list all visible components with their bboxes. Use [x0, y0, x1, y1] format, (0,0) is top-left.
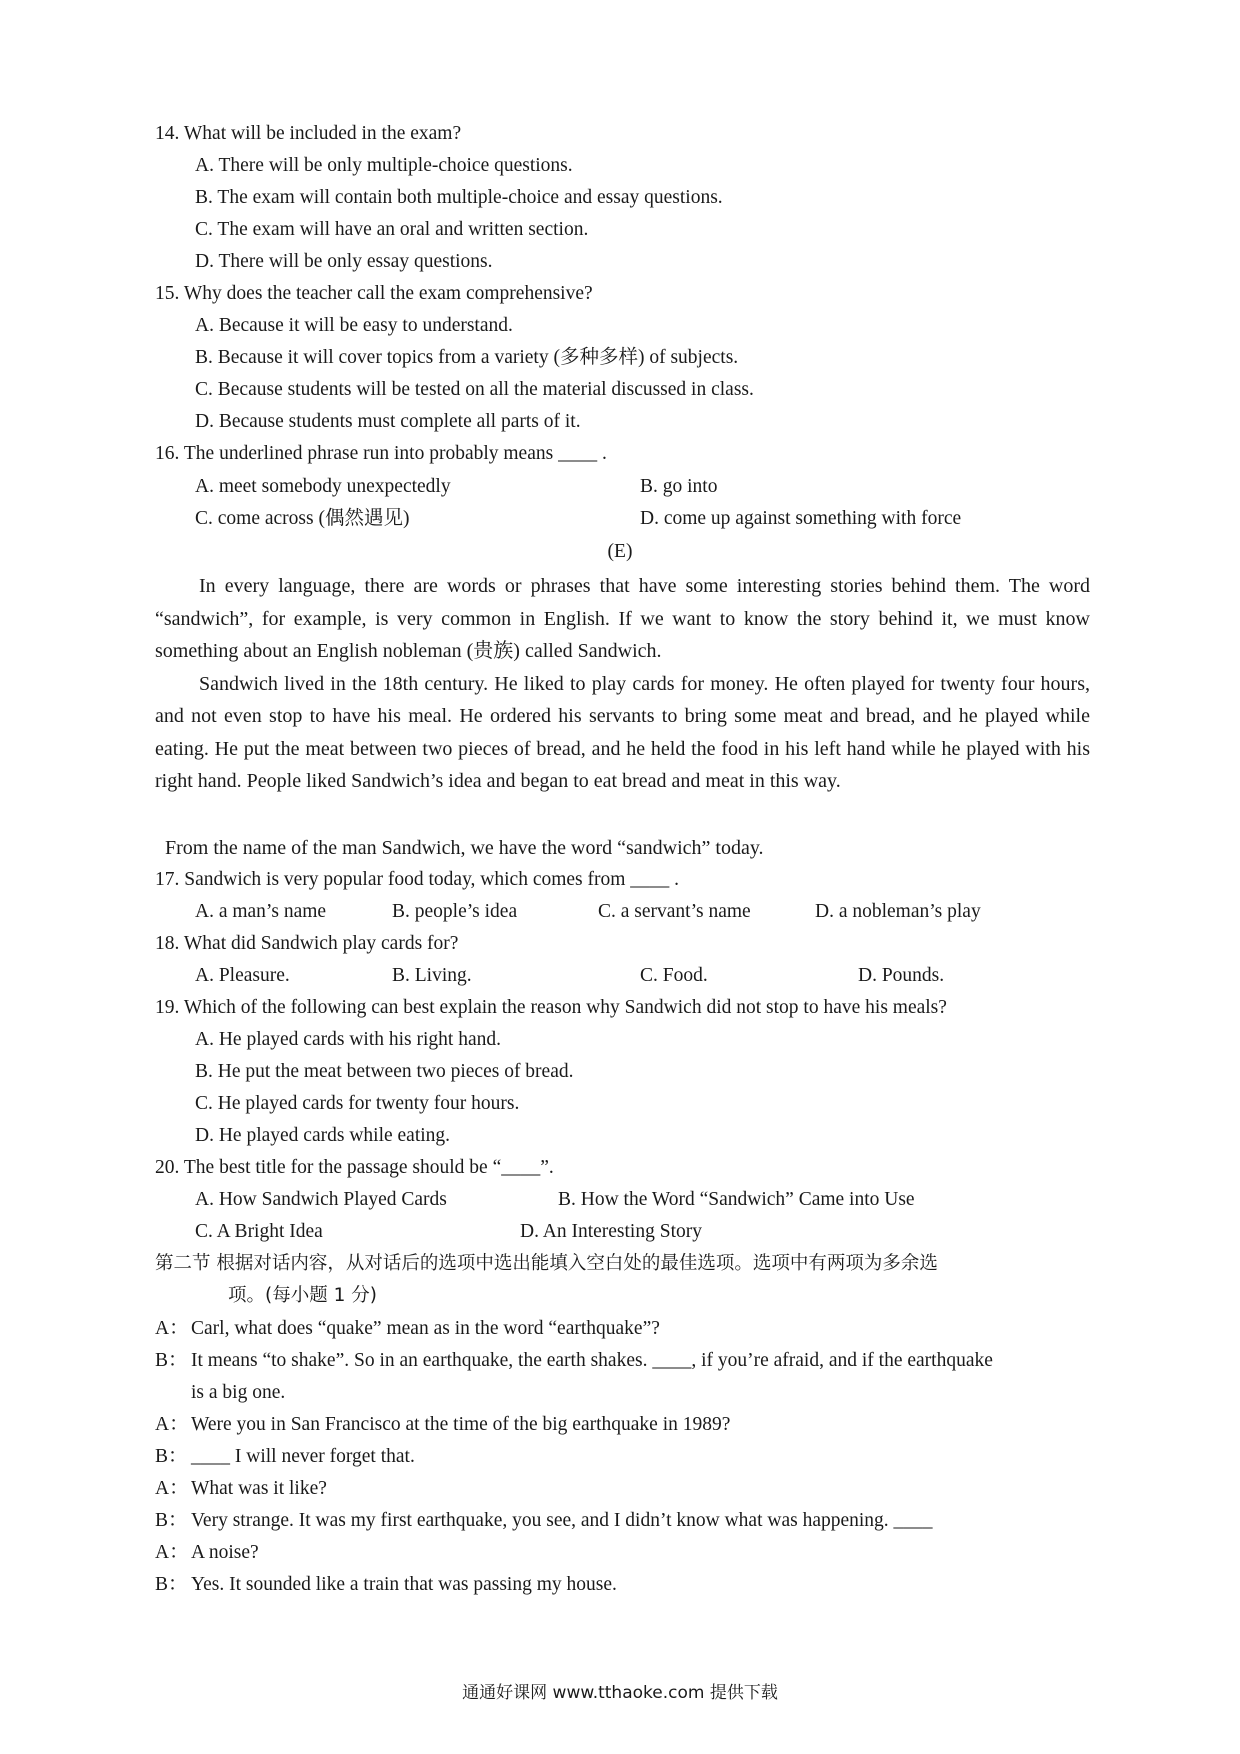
dialogue-text: It means “to shake”. So in an earthquake, the earth shakes. ____, if you’re afraid, and if the earthquake: [191, 1350, 993, 1371]
dialogue-line: [155, 1409, 730, 1441]
speaker-label: A：: [155, 1318, 189, 1339]
dialogue-text: ____ I will never forget that.: [191, 1446, 415, 1467]
question-20-option-d: D. An Interesting Story: [520, 1221, 702, 1242]
speaker-label: B：: [155, 1350, 188, 1371]
question-16-option-b: B. go into: [640, 476, 718, 497]
question-18-option-d: D. Pounds.: [858, 965, 945, 986]
question-17-stem: 17. Sandwich is very popular food today, which comes from ____ .: [155, 869, 680, 890]
question-14-option-d: D. There will be only essay questions.: [195, 251, 493, 272]
question-20-option-a: A. How Sandwich Played Cards: [195, 1189, 447, 1210]
section-e-label: (E): [607, 541, 633, 562]
dialogue-line: [155, 1569, 617, 1601]
question-16-option-c: C. come across (偶然遇见): [195, 508, 410, 529]
question-19-option-b: B. He put the meat between two pieces of bread.: [195, 1061, 574, 1082]
dialogue-text: A noise?: [191, 1542, 259, 1563]
question-20-stem: 20. The best title for the passage should be “____”.: [155, 1157, 554, 1178]
question-14-option-c: C. The exam will have an oral and written section.: [195, 219, 589, 240]
speaker-label: A：: [155, 1414, 189, 1435]
question-16-option-d: D. come up against something with force: [640, 508, 962, 529]
question-20-option-c: C. A Bright Idea: [195, 1221, 323, 1242]
question-17-option-c: C. a servant’s name: [598, 901, 751, 922]
question-16-option-a: A. meet somebody unexpectedly: [195, 476, 451, 497]
question-15-stem: 15. Why does the teacher call the exam comprehensive?: [155, 283, 593, 304]
question-19-option-d: D. He played cards while eating.: [195, 1125, 451, 1146]
dialogue-text: Were you in San Francisco at the time of the big earthquake in 1989?: [191, 1414, 731, 1435]
passage-e-paragraph-2: Sandwich lived in the 18th century. He liked to play cards for money. He often played for twenty four hours, and not even stop to have his meal. He ordered his servants to bring some meat and bread, and he played while eating. He put the meat between two pieces of bread, and he held the food in his left hand while he played with his right hand. People liked Sandwich’s idea and began to eat bread and meat in this way.: [155, 672, 1090, 792]
question-15-option-b: B. Because it will cover topics from a variety (多种多样) of subjects.: [195, 347, 739, 368]
speaker-label: B：: [155, 1574, 188, 1595]
section-2-heading-cont: 项。(每小题 1 分): [228, 1285, 377, 1306]
dialogue-line: [155, 1505, 933, 1537]
question-16-stem: 16. The underlined phrase run into probably means ____ .: [155, 443, 607, 464]
question-19-option-c: C. He played cards for twenty four hours.: [195, 1093, 520, 1114]
question-14-option-b: B. The exam will contain both multiple-choice and essay questions.: [195, 187, 723, 208]
dialogue-line: [155, 1473, 327, 1505]
dialogue-text: Carl, what does “quake” mean as in the word “earthquake”?: [191, 1318, 660, 1339]
question-15-option-a: A. Because it will be easy to understand.: [195, 315, 513, 336]
dialogue-line: [155, 1377, 285, 1409]
section-2-heading: 第二节 根据对话内容，从对话后的选项中选出能填入空白处的最佳选项。选项中有两项为多余选: [155, 1253, 938, 1274]
dialogue-text: Very strange. It was my first earthquake, you see, and I didn’t know what was happening. ____: [191, 1510, 933, 1531]
question-17-option-a: A. a man’s name: [195, 901, 327, 922]
question-19-stem: 19. Which of the following can best explain the reason why Sandwich did not stop to have his meals?: [155, 997, 947, 1018]
speaker-label: B：: [155, 1446, 188, 1467]
dialogue-text: What was it like?: [191, 1478, 327, 1499]
dialogue-text: Yes. It sounded like a train that was passing my house.: [191, 1574, 617, 1595]
passage-e-closing: From the name of the man Sandwich, we have the word “sandwich” today.: [165, 837, 764, 859]
speaker-label: A：: [155, 1478, 189, 1499]
question-17-option-d: D. a nobleman’s play: [815, 901, 981, 922]
speaker-label: B：: [155, 1510, 188, 1531]
question-14-stem: 14. What will be included in the exam?: [155, 123, 462, 144]
dialogue-line: [155, 1441, 415, 1473]
question-15-option-d: D. Because students must complete all parts of it.: [195, 411, 581, 432]
question-20-option-b: B. How the Word “Sandwich” Came into Use: [558, 1189, 915, 1210]
passage-e: [155, 570, 1090, 798]
passage-e-paragraph-1: In every language, there are words or phrases that have some interesting stories behind them. The word “sandwich”, for example, is very common in English. If we want to know the story behind it, we must know something about an English nobleman (贵族) called Sandwich.: [155, 575, 1090, 662]
question-17-option-b: B. people’s idea: [392, 901, 518, 922]
dialogue-text: is a big one.: [191, 1382, 286, 1403]
question-19-option-a: A. He played cards with his right hand.: [195, 1029, 501, 1050]
question-18-option-c: C. Food.: [640, 965, 708, 986]
question-15-option-c: C. Because students will be tested on all the material discussed in class.: [195, 379, 754, 400]
dialogue-line: [155, 1345, 993, 1377]
dialogue-line: [155, 1313, 660, 1345]
dialogue-line: [155, 1537, 259, 1569]
question-18-stem: 18. What did Sandwich play cards for?: [155, 933, 459, 954]
question-18-option-a: A. Pleasure.: [195, 965, 290, 986]
question-18-option-b: B. Living.: [392, 965, 472, 986]
speaker-label: A：: [155, 1542, 189, 1563]
page-footer: 通通好课网 www.tthaoke.com 提供下载: [462, 1683, 778, 1703]
question-14-option-a: A. There will be only multiple-choice questions.: [195, 155, 573, 176]
